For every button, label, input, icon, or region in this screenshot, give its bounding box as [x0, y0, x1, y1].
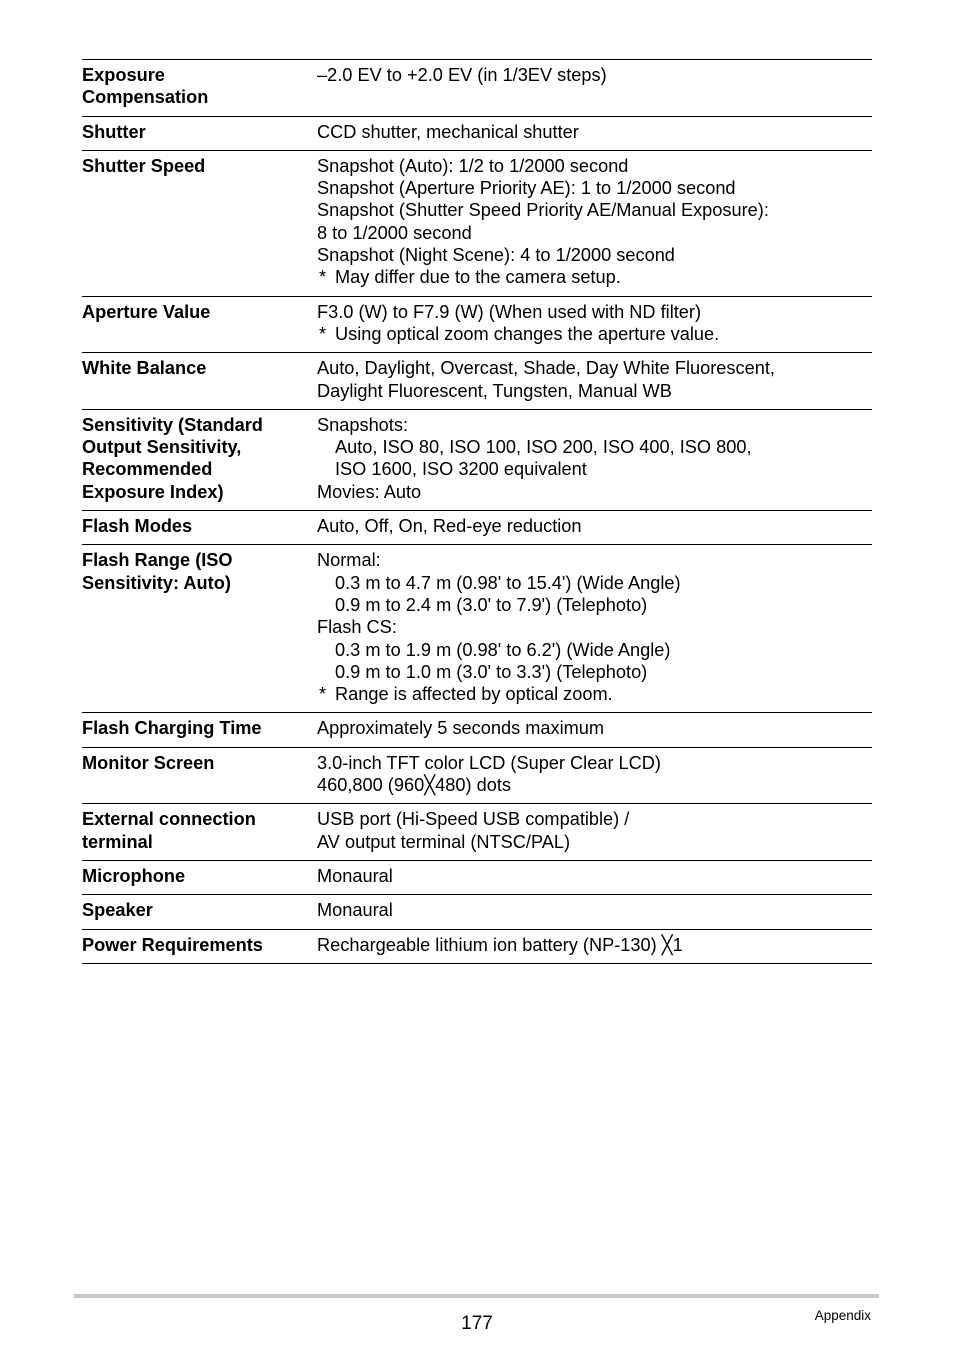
note-text: May differ due to the camera setup. [335, 267, 621, 288]
spec-row [82, 511, 872, 545]
spec-value-line: ISO 1600, ISO 3200 equivalent [335, 459, 587, 480]
note-marker: * [319, 267, 327, 288]
spec-label: Monitor Screen [82, 752, 215, 773]
spec-value [317, 64, 872, 109]
spec-label: Sensitivity (Standard Output Sensitivity, Recommended Exposure Index) [82, 414, 263, 502]
spec-value-line: Monaural [317, 900, 393, 921]
spec-value-line: 0.3 m to 1.9 m (0.98' to 6.2') (Wide Angle) [335, 639, 671, 660]
note-marker: * [319, 684, 327, 705]
note-marker: * [319, 323, 327, 344]
spec-value-line: CCD shutter, mechanical shutter [317, 121, 579, 142]
spec-value-line: 460,800 (960╳480) dots [317, 775, 511, 796]
spec-value-line: Auto, Daylight, Overcast, Shade, Day White Fluorescent, [317, 358, 775, 379]
spec-value-line: Auto, Off, On, Red-eye reduction [317, 516, 582, 537]
footer-divider [74, 1294, 879, 1298]
spec-value-line: Movies: Auto [317, 481, 422, 502]
spec-value-line: 0.3 m to 4.7 m (0.98' to 15.4') (Wide Angle) [335, 572, 681, 593]
spec-value [317, 414, 872, 503]
spec-value-line: 0.9 m to 1.0 m (3.0' to 3.3') (Telephoto) [335, 661, 648, 682]
spec-value [317, 865, 872, 887]
spec-value [317, 515, 872, 537]
spec-row [82, 117, 872, 151]
spec-value-line: AV output terminal (NTSC/PAL) [317, 831, 571, 852]
spec-label: Exposure Compensation [82, 65, 209, 108]
spec-value [317, 155, 872, 289]
spec-value-line: 0.9 m to 2.4 m (3.0' to 7.9') (Telephoto) [335, 594, 648, 615]
spec-row [82, 804, 872, 861]
spec-row [82, 410, 872, 511]
spec-note [317, 323, 872, 345]
spec-row [82, 861, 872, 895]
spec-value [317, 301, 872, 346]
spec-value [317, 717, 872, 739]
spec-note [317, 683, 872, 705]
section-label: Appendix [814, 1308, 871, 1323]
spec-note [317, 266, 872, 288]
spec-value-line: Rechargeable lithium ion battery (NP-130) ╳1 [317, 934, 683, 955]
spec-row [82, 545, 872, 713]
spec-value-line: Daylight Fluorescent, Tungsten, Manual WB [317, 380, 672, 401]
spec-label: Flash Range (ISO Sensitivity: Auto) [82, 550, 233, 593]
spec-row [82, 353, 872, 410]
spec-label: Microphone [82, 865, 186, 886]
page-number: 177 [461, 1313, 493, 1334]
spec-value-line: USB port (Hi-Speed USB compatible) / [317, 809, 630, 830]
spec-label: Shutter [82, 121, 146, 142]
spec-value [317, 549, 872, 705]
spec-value-line: Snapshot (Auto): 1/2 to 1/2000 second [317, 155, 629, 176]
spec-value-line: Normal: [317, 550, 381, 571]
spec-row [82, 151, 872, 297]
spec-label: Speaker [82, 900, 153, 921]
spec-value [317, 934, 872, 956]
spec-value-line: F3.0 (W) to F7.9 (W) (When used with ND filter) [317, 301, 702, 322]
spec-label: External connection terminal [82, 809, 256, 852]
spec-value-line: Snapshot (Shutter Speed Priority AE/Manual Exposure): [317, 200, 769, 221]
spec-table [82, 59, 872, 964]
spec-row [82, 748, 872, 805]
spec-value-line: Snapshots: [317, 414, 408, 435]
spec-label: White Balance [82, 358, 207, 379]
spec-label: Power Requirements [82, 934, 263, 955]
spec-value-line: –2.0 EV to +2.0 EV (in 1/3EV steps) [317, 65, 607, 85]
note-text: Using optical zoom changes the aperture value. [335, 323, 720, 344]
spec-row [82, 713, 872, 747]
spec-value [317, 808, 872, 853]
note-text: Range is affected by optical zoom. [335, 684, 613, 705]
spec-value-line: Snapshot (Night Scene): 4 to 1/2000 second [317, 245, 675, 266]
spec-row [82, 930, 872, 964]
spec-label: Shutter Speed [82, 155, 206, 176]
spec-label: Aperture Value [82, 301, 211, 322]
spec-row [82, 895, 872, 929]
spec-value [317, 357, 872, 402]
spec-row [82, 60, 872, 117]
spec-label: Flash Modes [82, 516, 193, 537]
spec-value-line: Flash CS: [317, 617, 397, 638]
spec-value [317, 752, 872, 797]
spec-value-line: 8 to 1/2000 second [317, 222, 472, 243]
spec-value [317, 899, 872, 921]
spec-label: Flash Charging Time [82, 718, 262, 739]
spec-value-line: Approximately 5 seconds maximum [317, 718, 605, 739]
spec-value-line: Snapshot (Aperture Priority AE): 1 to 1/2000 second [317, 178, 736, 199]
spec-value [317, 121, 872, 143]
spec-value-line: Auto, ISO 80, ISO 100, ISO 200, ISO 400, ISO 800, [335, 437, 752, 458]
spec-value-line: Monaural [317, 865, 393, 886]
spec-value-line: 3.0-inch TFT color LCD (Super Clear LCD) [317, 752, 661, 773]
spec-row [82, 297, 872, 354]
